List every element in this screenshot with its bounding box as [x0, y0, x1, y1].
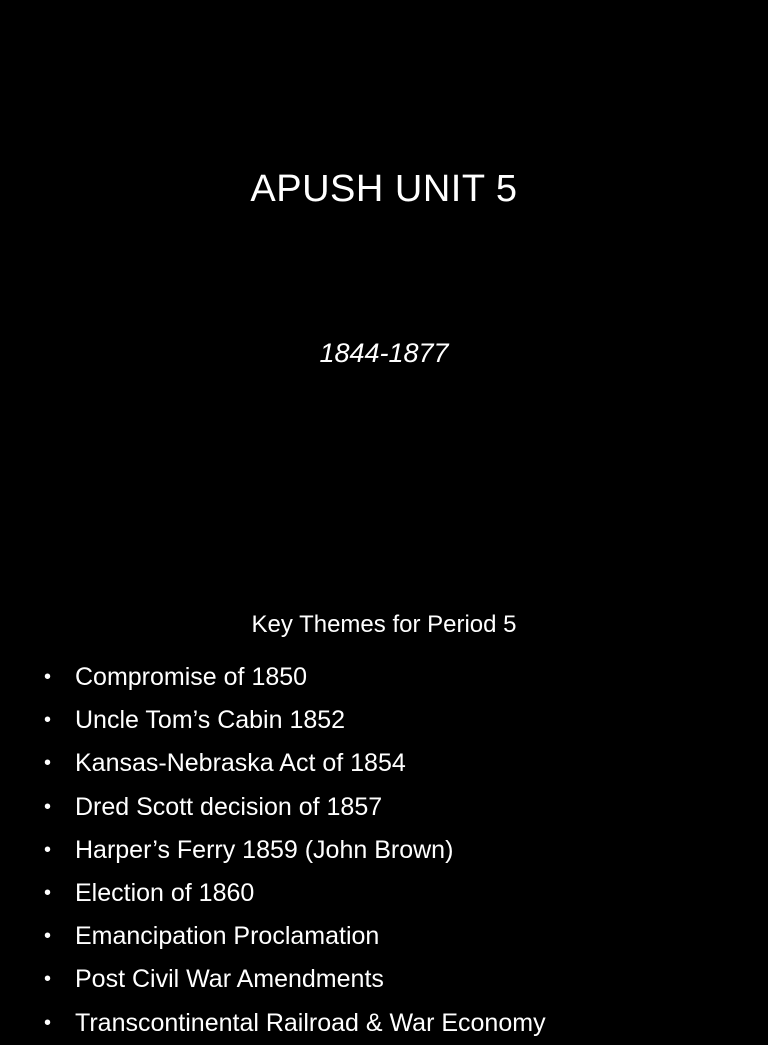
bullet-icon: •: [44, 795, 52, 818]
bullet-icon: •: [44, 1011, 52, 1034]
list-item: [0, 656, 768, 699]
bullet-icon: •: [44, 968, 52, 991]
list-item: [0, 699, 768, 742]
list-item-text: Compromise of 1850: [75, 663, 308, 691]
themes-list: [0, 656, 768, 1045]
bullet-icon: •: [44, 881, 52, 904]
list-item: [0, 786, 768, 829]
list-item-text: Uncle Tom’s Cabin 1852: [75, 706, 346, 735]
list-item-text: Election of 1860: [75, 878, 255, 907]
list-item-text: Emancipation Proclamation: [75, 922, 380, 951]
list-item: [0, 872, 768, 915]
slide-subtitle: 1844-1877: [319, 338, 449, 368]
list-item: [0, 958, 768, 1001]
list-item-text: Kansas-Nebraska Act of 1854: [75, 749, 406, 778]
list-item-text: Dred Scott decision of 1857: [75, 792, 383, 821]
list-item: [0, 742, 768, 785]
list-item: [0, 829, 768, 872]
list-item-text: Post Civil War Amendments: [75, 965, 384, 994]
bullet-icon: •: [44, 709, 52, 732]
list-item-text: Transcontinental Railroad & War Economy: [75, 1008, 546, 1037]
list-item: [0, 1002, 768, 1045]
bullet-icon: •: [44, 666, 52, 688]
list-item-text: Harper’s Ferry 1859 (John Brown): [75, 835, 454, 864]
list-item: [0, 915, 768, 958]
slide-title: APUSH UNIT 5: [250, 168, 518, 210]
bullet-icon: •: [44, 925, 52, 948]
themes-heading: Key Themes for Period 5: [251, 611, 517, 638]
bullet-icon: •: [44, 752, 52, 775]
bullet-icon: •: [44, 838, 52, 861]
